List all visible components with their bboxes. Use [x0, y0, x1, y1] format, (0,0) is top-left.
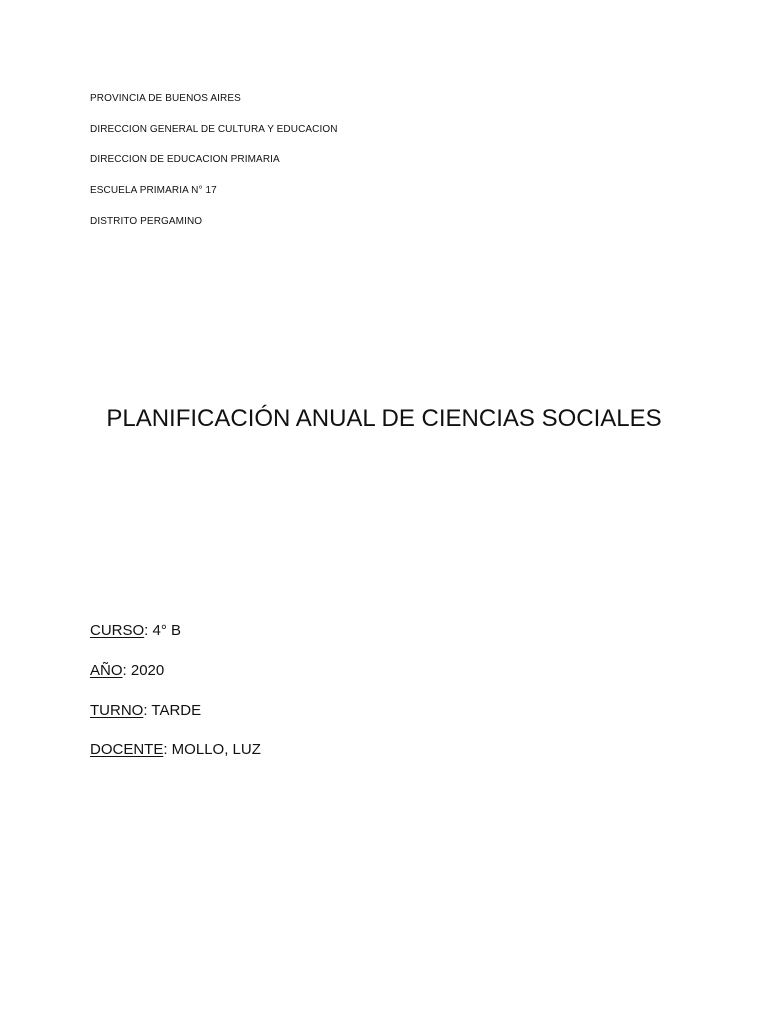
- info-course-value: 4° B: [148, 622, 182, 639]
- info-teacher-separator: :: [163, 741, 168, 758]
- info-course: [90, 622, 181, 640]
- info-year-value: 2020: [126, 662, 165, 679]
- info-shift-separator: :: [143, 702, 148, 719]
- info-teacher-value: MOLLO, LUZ: [167, 741, 261, 758]
- info-shift-label: TURNO: [90, 702, 144, 719]
- header-school: ESCUELA PRIMARIA N° 17: [90, 185, 217, 196]
- document-title: PLANIFICACIÓN ANUAL DE CIENCIAS SOCIALES: [106, 405, 662, 432]
- info-course-separator: :: [144, 622, 149, 639]
- header-district: DISTRITO PERGAMINO: [90, 216, 203, 227]
- header-province: PROVINCIA DE BUENOS AIRES: [90, 93, 241, 104]
- info-teacher: [90, 741, 261, 759]
- info-shift: [90, 702, 201, 720]
- info-year-label: AÑO: [90, 662, 123, 679]
- header-primary-direction: DIRECCION DE EDUCACION PRIMARIA: [90, 154, 280, 165]
- header-general-direction: DIRECCION GENERAL DE CULTURA Y EDUCACION: [90, 124, 338, 135]
- info-year-separator: :: [122, 662, 127, 679]
- info-shift-value: TARDE: [147, 702, 202, 719]
- info-course-label: CURSO: [90, 622, 145, 639]
- info-year: [90, 662, 164, 680]
- info-teacher-label: DOCENTE: [90, 741, 164, 758]
